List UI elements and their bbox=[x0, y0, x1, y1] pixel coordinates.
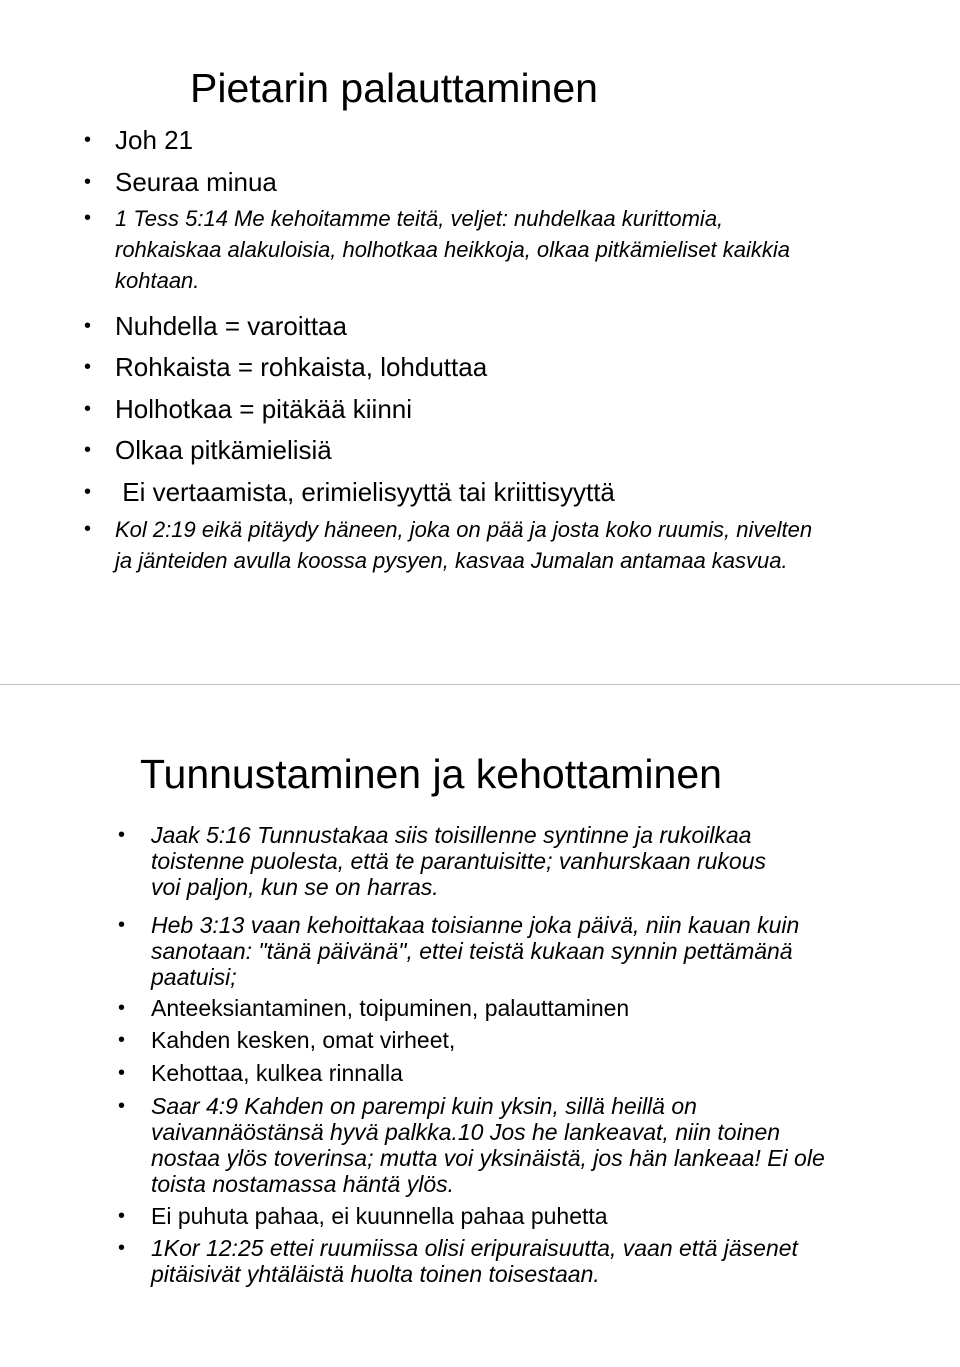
slide-title: Pietarin palauttaminen bbox=[190, 65, 598, 111]
bullet-icon: • bbox=[118, 997, 126, 1019]
list-item bbox=[84, 352, 488, 383]
list-item-text: Ei puhuta pahaa, ei kuunnella pahaa puhetta bbox=[151, 1203, 608, 1229]
list-item-text: Jaak 5:16 Tunnustakaa siis toisillenne syntinne ja rukoilkaa toistenne puolesta, että te parantuisitte; vanhurskaan rukous voi paljon, kun se on harras. bbox=[151, 822, 767, 900]
list-item-text: Kahden kesken, omat virheet, bbox=[151, 1027, 456, 1053]
list-item-text: Ei vertaamista, erimielisyyttä tai kriittisyyttä bbox=[115, 477, 615, 507]
bullet-icon: • bbox=[118, 914, 126, 936]
list-item bbox=[84, 435, 332, 466]
bullet-icon: • bbox=[84, 518, 92, 540]
page-divider bbox=[0, 684, 960, 685]
bullet-icon: • bbox=[84, 439, 92, 461]
bullet-icon: • bbox=[118, 1237, 126, 1259]
bullet-icon: • bbox=[118, 1205, 126, 1227]
bullet-icon: • bbox=[118, 824, 126, 846]
list-item-text: Rohkaista = rohkaista, lohduttaa bbox=[115, 352, 488, 382]
list-item-text: Kehottaa, kulkea rinnalla bbox=[151, 1060, 403, 1086]
list-item-text: Saar 4:9 Kahden on parempi kuin yksin, sillä heillä on vaivannäöstänsä hyvä palkka.10 Jos he lankeavat, niin toinen nostaa ylös toverinsa; mutta voi yksinäistä, jos hän lankeaa! Ei ole toista nostamassa häntä ylös. bbox=[151, 1093, 825, 1197]
list-item-text: Kol 2:19 eikä pitäydy häneen, joka on pää ja josta koko ruumis, nivelten ja jänteiden avulla koossa pysyen, kasvaa Jumalan antamaa kasvua. bbox=[115, 517, 813, 573]
list-item bbox=[84, 477, 615, 508]
list-item bbox=[118, 912, 871, 990]
bullet-icon: • bbox=[84, 315, 92, 337]
list-item bbox=[118, 1027, 871, 1053]
list-item bbox=[84, 125, 194, 156]
list-item-text: Seuraa minua bbox=[115, 167, 277, 197]
list-item bbox=[118, 995, 871, 1021]
bullet-icon: • bbox=[84, 481, 92, 503]
list-item-text: Nuhdella = varoittaa bbox=[115, 311, 347, 341]
bullet-icon: • bbox=[118, 1095, 126, 1117]
list-item-text: Anteeksiantaminen, toipuminen, palauttaminen bbox=[151, 995, 630, 1021]
list-item bbox=[118, 1235, 851, 1287]
bullet-icon: • bbox=[84, 129, 92, 151]
list-item-text: 1Kor 12:25 ettei ruumiissa olisi eripuraisuutta, vaan että jäsenet pitäisivät yhtäläistä huolta toinen toisestaan. bbox=[151, 1235, 798, 1287]
list-item bbox=[84, 514, 835, 576]
list-item-text: 1 Tess 5:14 Me kehoitamme teitä, veljet: nuhdelkaa kurittomia, rohkaiskaa alakuloisia, holhotkaa heikkoja, olkaa pitkämieliset kaikkia kohtaan. bbox=[115, 206, 791, 293]
list-item bbox=[118, 822, 791, 900]
list-item-text: Heb 3:13 vaan kehoittakaa toisianne joka päivä, niin kauan kuin sanotaan: "tänä päivänä", ettei teistä kukaan synnin pettämänä paatuisi; bbox=[151, 912, 800, 990]
slide-tunnustaminen-ja-kehottaminen bbox=[0, 686, 960, 1367]
bullet-icon: • bbox=[84, 171, 92, 193]
list-item bbox=[84, 203, 835, 296]
list-item bbox=[84, 394, 413, 425]
list-item bbox=[118, 1093, 851, 1197]
list-item bbox=[118, 1060, 871, 1086]
list-item bbox=[84, 311, 347, 342]
bullet-icon: • bbox=[84, 356, 92, 378]
list-item-text: Joh 21 bbox=[115, 125, 194, 155]
bullet-icon: • bbox=[84, 207, 92, 229]
list-item-text: Olkaa pitkämielisiä bbox=[115, 435, 332, 465]
list-item-text: Holhotkaa = pitäkää kiinni bbox=[115, 394, 413, 424]
bullet-icon: • bbox=[118, 1029, 126, 1051]
slide-title: Tunnustaminen ja kehottaminen bbox=[140, 751, 722, 797]
list-item bbox=[118, 1203, 871, 1229]
bullet-icon: • bbox=[118, 1062, 126, 1084]
bullet-icon: • bbox=[84, 398, 92, 420]
list-item bbox=[84, 167, 277, 198]
